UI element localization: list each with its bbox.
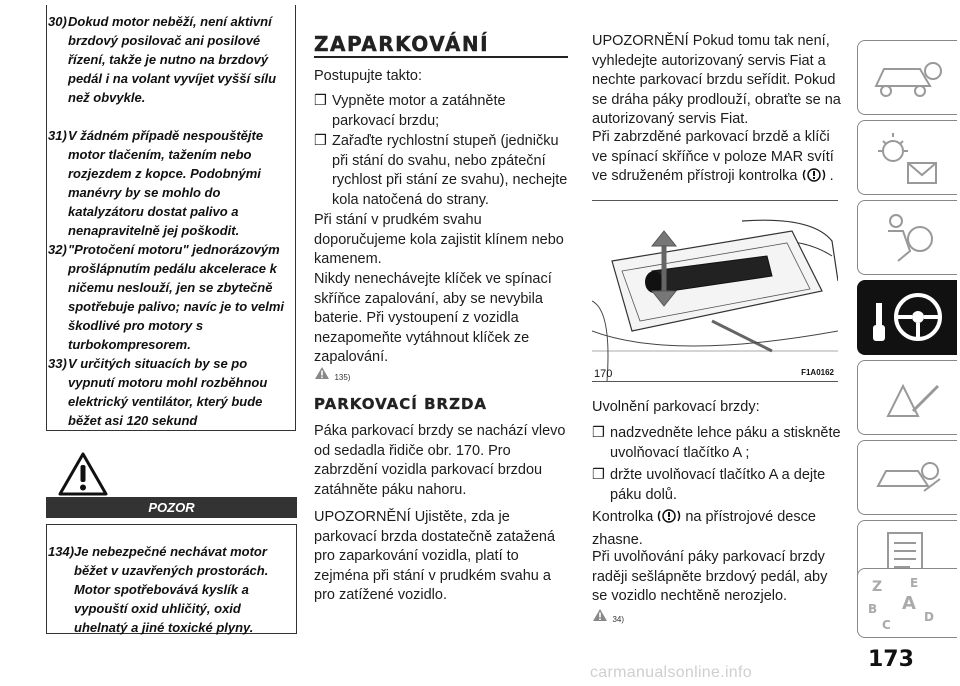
parking-brake-illustration: [592, 201, 838, 381]
light-warning-icon: [858, 121, 956, 193]
checkbox-bullet-icon: ❒: [314, 133, 327, 149]
figure-number: 170: [594, 368, 613, 380]
figure-code: F1A0162: [801, 368, 834, 377]
paragraph: Při uvolňování páky parkovací brzdy raději sešlápněte brzdový pedál, aby se vozidlo nechtěně nerozjelo.: [592, 549, 828, 604]
svg-text:D: D: [924, 610, 934, 624]
paragraph: UPOZORNĚNÍ Pokud tomu tak není, vyhledejte autorizovaný servis Fiat a nechte parkovací brzdu seřídit. Pokud se dráha páky prodlouží, obraťte se na autorizovaný servis Fiat.: [592, 33, 841, 127]
svg-text:A: A: [902, 593, 916, 614]
warning-small-icon: [592, 608, 608, 622]
note-33: [48, 354, 293, 430]
watermark: carmanualsonline.info: [590, 664, 752, 681]
key-steering-wheel-icon: [858, 281, 956, 353]
note-text: V určitých situacích by se po vypnutí motoru mohl rozběhnou elektrický ventilátor, který bude běžet asi 120 sekund: [68, 356, 268, 428]
list-item: ❒ Zařaďte rychlostní stupeň (jedničku při stání do svahu, nebo zpáteční rychlost při stání ze svahu), nechejte kola natočená do strany.: [314, 133, 568, 208]
checkbox-bullet-icon: ❒: [592, 467, 605, 483]
checkbox-bullet-icon: ❒: [314, 93, 327, 109]
svg-text:Z: Z: [872, 579, 883, 595]
svg-text:B: B: [868, 602, 878, 616]
paragraph: Při zabrzděné parkovací brzdě a klíči ve spínací skříňce v poloze MAR svítí ve sdruženém přístroji kontrolka .: [592, 128, 846, 190]
emergency-triangle-icon: [858, 361, 956, 433]
figure-170: [592, 200, 838, 382]
note-text: Je nebezpečné nechávat motor běžet v uzavřených prostorách. Motor spotřebovává kyslík a vypouští oxid uhličitý, oxid uhelnatý a jiné toxické plyny.: [74, 544, 269, 635]
airbag-safety-icon: [858, 201, 956, 273]
svg-text:C: C: [882, 618, 891, 632]
tab-index[interactable]: [857, 568, 957, 638]
note-31: [48, 126, 293, 240]
svg-text:E: E: [910, 576, 919, 590]
section-heading: ZAPARKOVÁNÍ: [314, 32, 490, 56]
paragraph: Nikdy nenechávejte klíček ve spínací skříňce zapalování, aby se nevybila baterie. Při vystoupení z vozidla nezapomeňte vytáhnout klíček ze zapalování.: [314, 271, 552, 365]
pozor-header: POZOR: [46, 497, 297, 518]
tab-emergency[interactable]: [857, 360, 957, 435]
list-item: ❒ držte uvolňovací tlačítko A a dejte páku dolů.: [592, 467, 826, 503]
checkbox-bullet-icon: ❒: [592, 425, 605, 441]
tab-starting-driving[interactable]: [857, 280, 957, 355]
note-number: 134): [48, 544, 75, 559]
tab-safety[interactable]: [857, 200, 957, 275]
note-text: V žádném případě nespouštějte motor tlačením, tažením nebo rozjezdem z kopce. Podobnými manévry by se mohlo do katalyzátoru dostat palivo a nenapravitelně jej poškodit.: [68, 128, 264, 238]
note-30: [48, 12, 293, 107]
note-text: Dokud motor neběží, není aktivní brzdový posilovač ani posilové řízení, takže je nutno na brzdový pedál i na volant vyvíjet vyšší sílu než obvykle.: [68, 14, 277, 105]
note-134: [48, 542, 293, 637]
paragraph: Páka parkovací brzdy se nachází vlevo od sedadla řidiče obr. 170. Pro zabrzdění vozidla parkovací brzdou zatáhněte páku nahoru.: [314, 423, 566, 498]
paragraph: UPOZORNĚNÍ Ujistěte, zda je parkovací brzda dostatečně zatažená pro zaparkování vozidla, platí to zejména při stání v prudkém svahu a pro zatížené vozidlo.: [314, 509, 556, 603]
note-32: [48, 240, 293, 354]
note-number: 32): [48, 242, 67, 257]
tab-dashboard[interactable]: [857, 40, 957, 115]
subsection-heading: PARKOVACÍ BRZDA: [314, 395, 488, 413]
brake-warning-light-icon: [657, 508, 681, 531]
note-number: 31): [48, 128, 67, 143]
list-item: ❒ nadzvedněte lehce páku a stiskněte uvolňovací tlačítko A ;: [592, 425, 841, 461]
maintenance-car-icon: [858, 441, 956, 513]
reference: 34): [592, 608, 624, 627]
car-dashboard-icon: [858, 41, 956, 113]
paragraph: Při stání v prudkém svahu doporučujeme kola zajistit klínem nebo kamenem.: [314, 212, 564, 267]
brake-warning-light-icon: [802, 167, 826, 190]
reference: 135): [314, 366, 350, 385]
paragraph: Kontrolka na přístrojové desce zhasne.: [592, 509, 816, 548]
note-number: 33): [48, 356, 67, 371]
tab-lights[interactable]: [857, 120, 957, 195]
note-number: 30): [48, 14, 67, 29]
heading-rule: [314, 56, 568, 58]
page-number: 173: [868, 647, 914, 672]
note-text: "Protočení motoru" jednorázovým prošlápnutím pedálu akcelerace k ničemu neslouží, jen se zbytečně spotřebuje palivo; navíc je to velmi škodlivé pro motory s turbokompresorem.: [68, 242, 285, 352]
intro-text: Postupujte takto:: [314, 68, 423, 84]
tab-maintenance[interactable]: [857, 440, 957, 515]
list-item: ❒ Vypněte motor a zatáhněte parkovací brzdu;: [314, 93, 506, 129]
warning-triangle-icon: [58, 452, 108, 496]
alphabet-index-icon: [858, 569, 956, 637]
warning-small-icon: [314, 366, 330, 380]
paragraph: Uvolnění parkovací brzdy:: [592, 399, 760, 415]
